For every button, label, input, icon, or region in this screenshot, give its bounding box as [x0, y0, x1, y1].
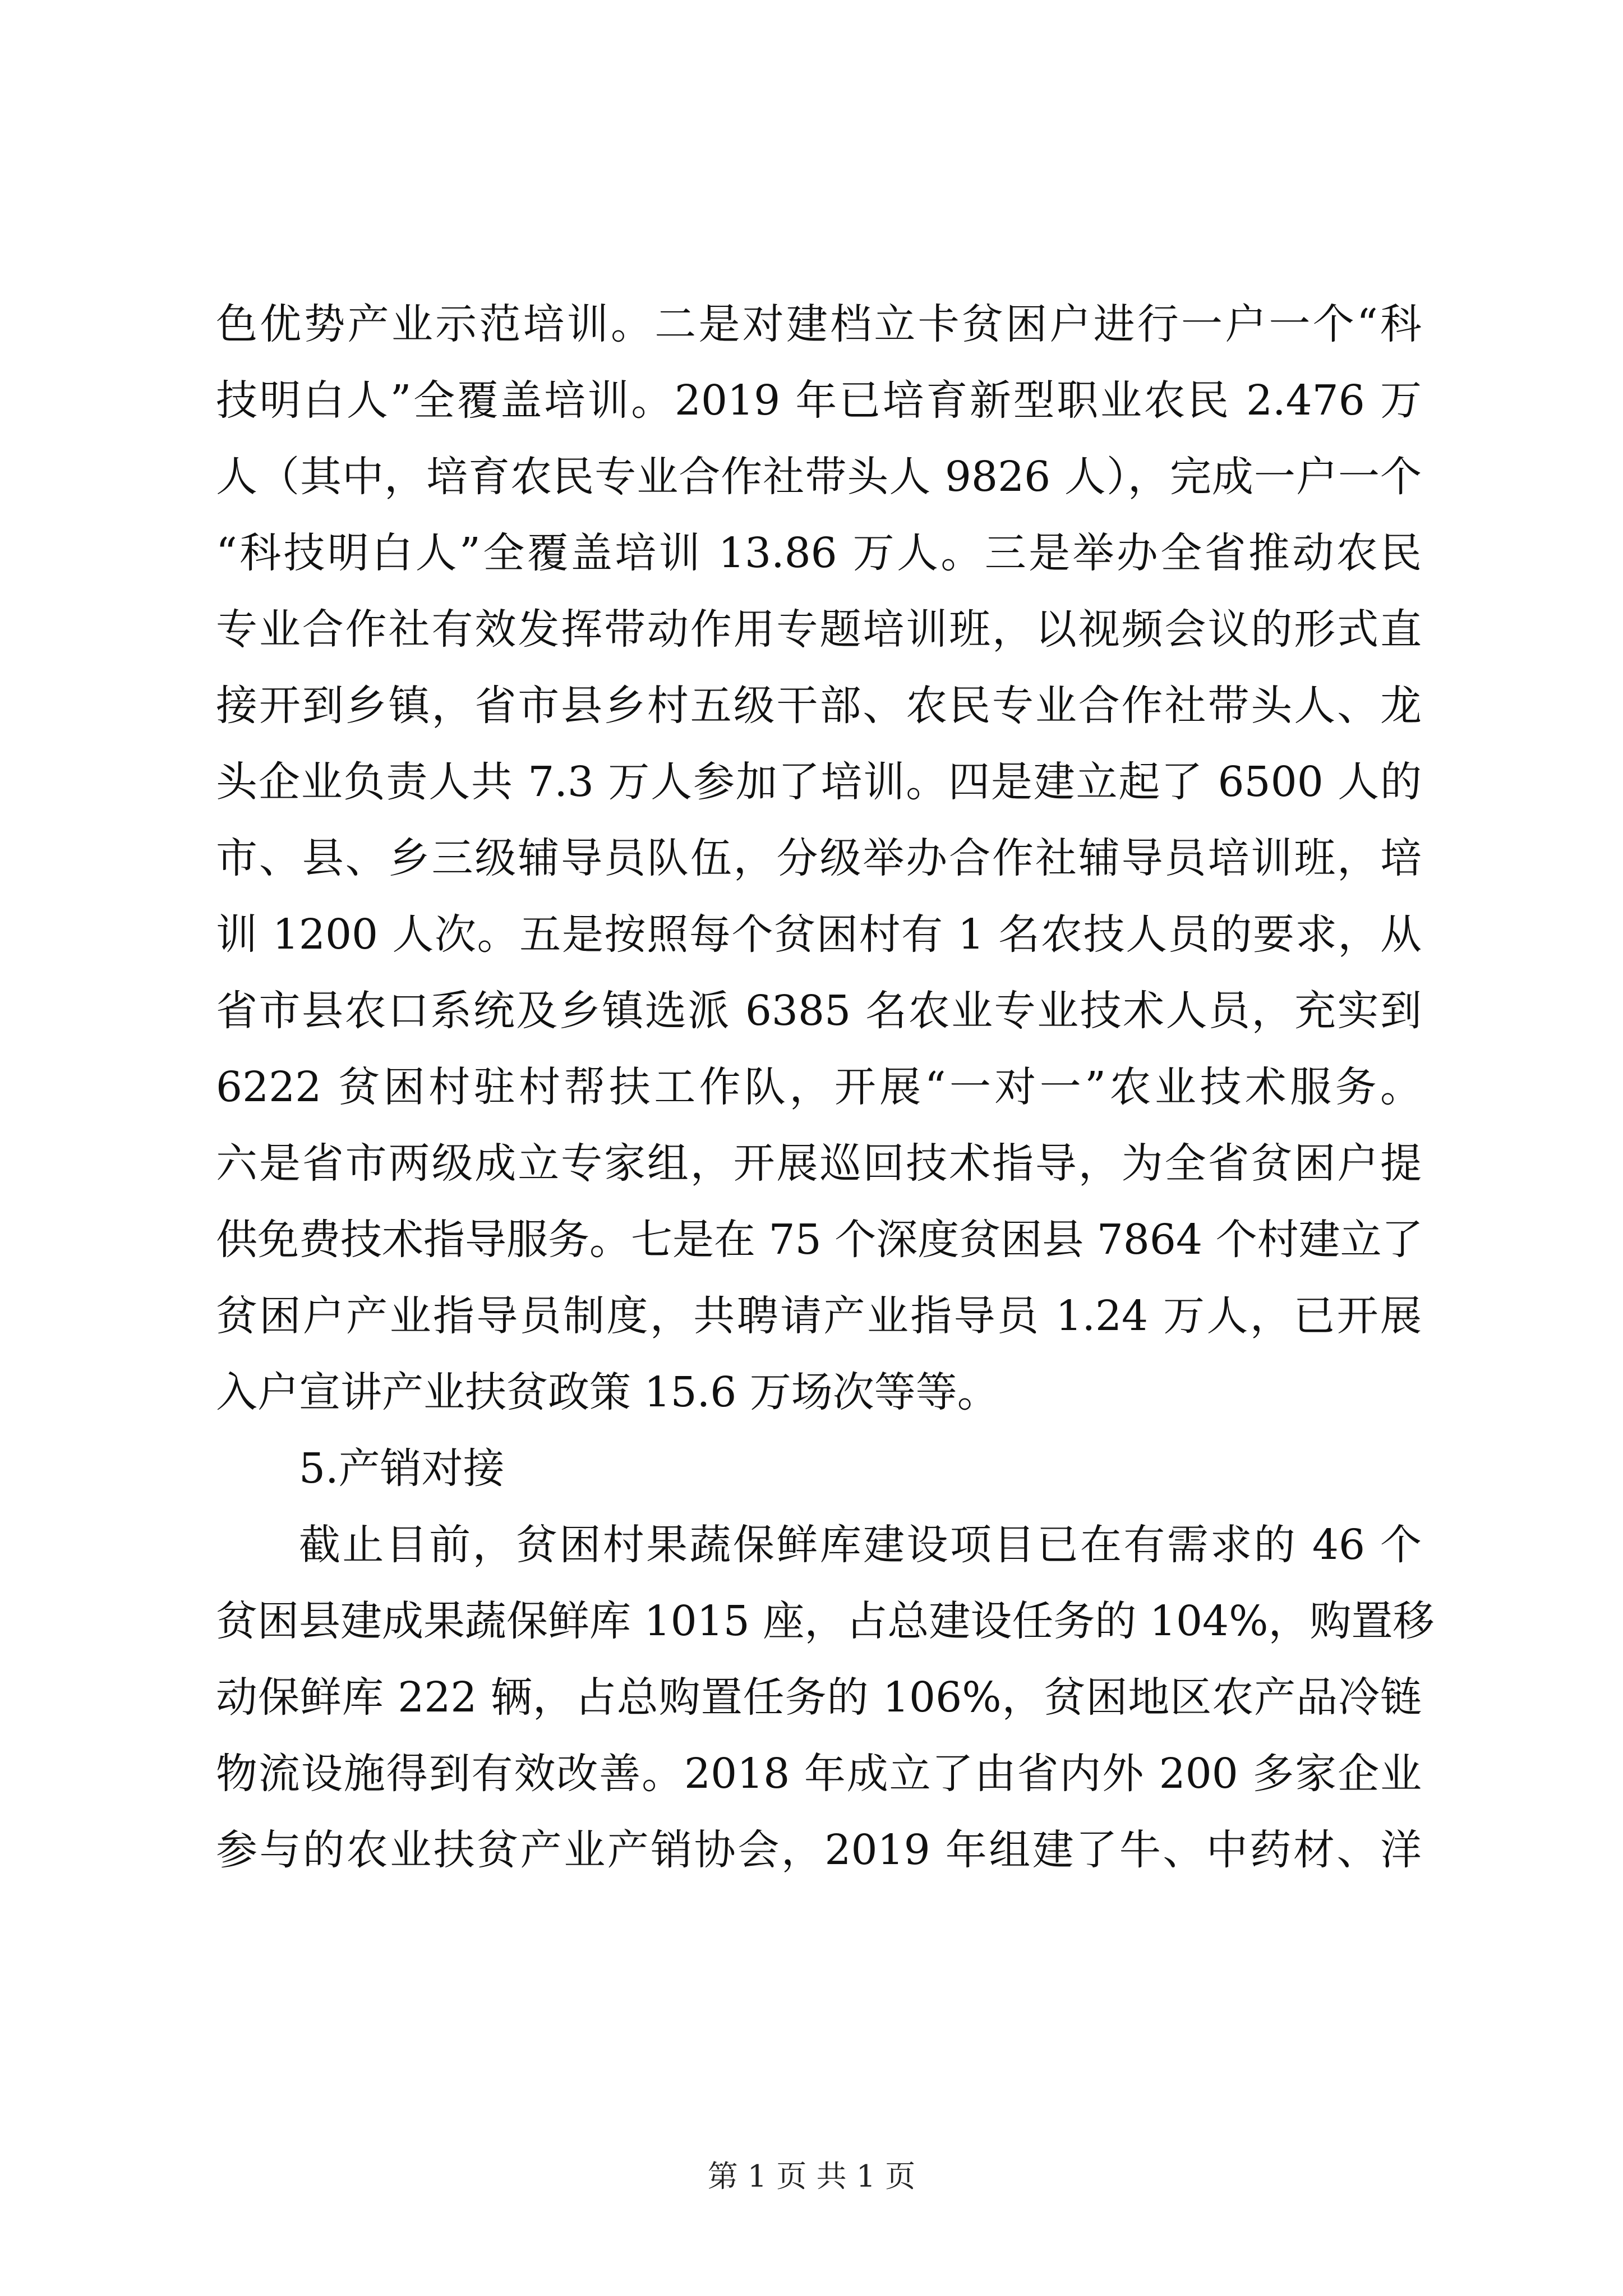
text-line: 专业合作社有效发挥带动作用专题培训班，以视频会议的形式直: [216, 605, 1422, 654]
text-line: 省市县农口系统及乡镇选派 6385 名农业专业技术人员，充实到: [216, 987, 1422, 1035]
text-line: 贫困户产业指导员制度，共聘请产业指导员 1.24 万人，已开展: [216, 1292, 1422, 1340]
text-line: “科技明白人”全覆盖培训 13.86 万人。三是举办全省推动农民: [216, 529, 1422, 577]
text-line: 贫困县建成果蔬保鲜库 1015 座，占总建设任务的 104%，购置移: [216, 1597, 1435, 1645]
text-line: 色优势产业示范培训。二是对建档立卡贫困户进行一户一个“科: [216, 300, 1422, 348]
text-line: 6222 贫困村驻村帮扶工作队，开展“一对一”农业技术服务。: [216, 1063, 1422, 1111]
text-line: 头企业负责人共 7.3 万人参加了培训。四是建立起了 6500 人的: [216, 758, 1422, 806]
page-number-footer: 第 1 页 共 1 页: [707, 2159, 916, 2194]
section-heading: 5.产销对接: [299, 1444, 505, 1493]
paragraph-first-line: 截止目前，贫困村果蔬保鲜库建设项目已在有需求的 46 个: [299, 1521, 1422, 1569]
text-line: 接开到乡镇，省市县乡村五级干部、农民专业合作社带头人、龙: [216, 682, 1422, 730]
text-line: 供免费技术指导服务。七是在 75 个深度贫困县 7864 个村建立了: [216, 1216, 1423, 1264]
text-line: 人（其中，培育农民专业合作社带头人 9826 人），完成一户一个: [216, 453, 1422, 501]
text-line: 市、县、乡三级辅导员队伍，分级举办合作社辅导员培训班，培: [216, 834, 1422, 882]
text-line: 训 1200 人次。五是按照每个贫困村有 1 名农技人员的要求，从: [216, 910, 1422, 959]
text-line: 动保鲜库 222 辆，占总购置任务的 106%，贫困地区农产品冷链: [216, 1673, 1422, 1722]
body-text: [216, 286, 1435, 1888]
text-line: 参与的农业扶贫产业产销协会，2019 年组建了牛、中药材、洋: [216, 1826, 1422, 1874]
text-line: 物流设施得到有效改善。2018 年成立了由省内外 200 多家企业: [216, 1750, 1422, 1798]
text-line: 六是省市两级成立专家组，开展巡回技术指导，为全省贫困户提: [216, 1139, 1422, 1188]
text-line: 技明白人”全覆盖培训。2019 年已培育新型职业农民 2.476 万: [216, 376, 1422, 425]
text-line-paragraph-end: 入户宣讲产业扶贫政策 15.6 万场次等等。: [216, 1368, 999, 1416]
